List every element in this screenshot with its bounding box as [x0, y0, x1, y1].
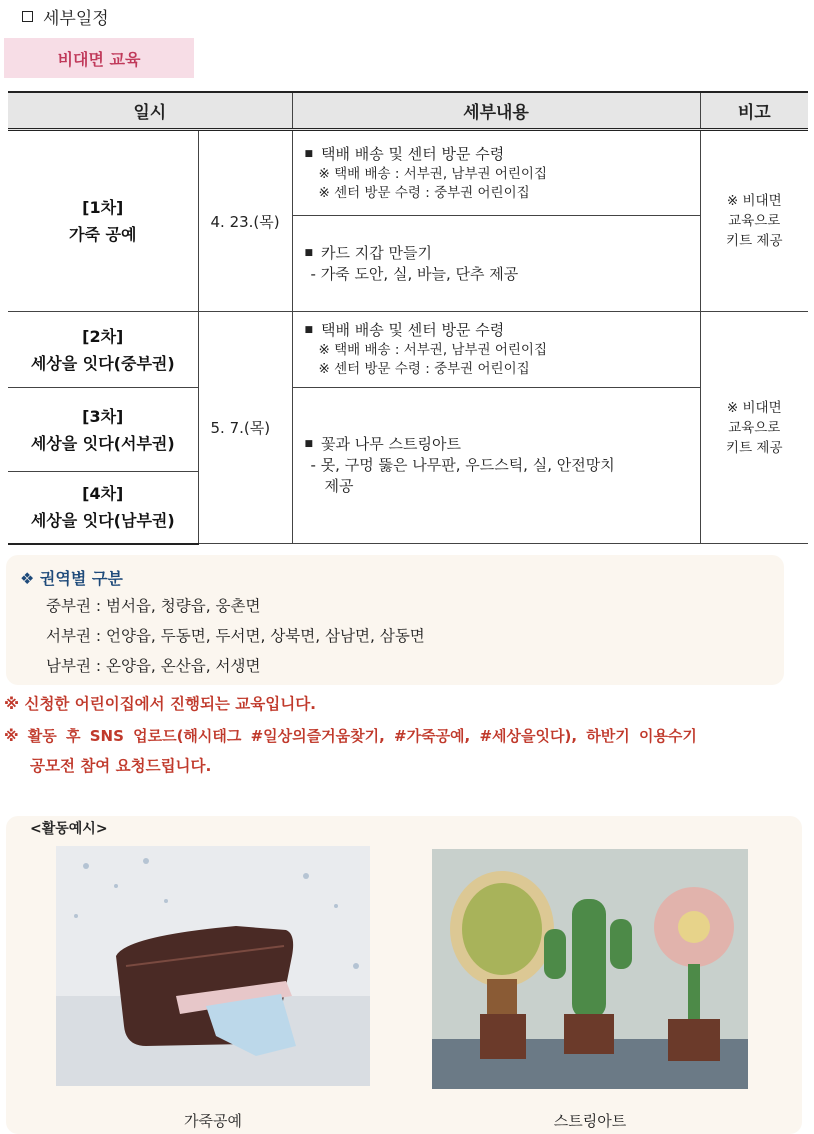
round-number: [3차] — [82, 406, 124, 426]
notice-line: ※ 신청한 어린이집에서 진행되는 교육입니다. — [4, 695, 317, 713]
detail-line: ※ 센터 방문 수령 : 중부권 어린이집 — [318, 361, 530, 377]
detail-title: ■ 꽃과 나무 스트링아트 — [305, 434, 690, 455]
round-name: 가죽 공예 — [69, 225, 137, 244]
detail-title: ■ 택배 배송 및 센터 방문 수령 — [305, 144, 690, 165]
round-number: [4차] — [82, 484, 124, 504]
detail-string-art — [292, 388, 700, 544]
date-cell: 5. 7.(목) — [198, 312, 292, 544]
detail-line: - 가죽 도안, 실, 바늘, 단추 제공 — [310, 264, 519, 283]
section-title — [22, 4, 109, 29]
round-number: [1차] — [82, 198, 124, 217]
note-line: 교육으로 — [728, 213, 781, 229]
region-line: 중부권 : 범서읍, 청량읍, 웅촌면 — [46, 597, 261, 615]
header-date: 일시 — [8, 92, 292, 130]
round-number: [2차] — [82, 326, 124, 346]
example-caption: 스트링아트 — [553, 1112, 627, 1130]
note-line: 교육으로 — [728, 419, 781, 436]
diamond-bullet-icon: ❖ — [20, 569, 35, 588]
header-detail: 세부내용 — [292, 92, 700, 130]
detail-title: ■ 택배 배송 및 센터 방문 수령 — [305, 320, 690, 341]
region-line: 남부권 : 온양읍, 온산읍, 서생면 — [46, 657, 261, 675]
detail-line: ※ 센터 방문 수령 : 중부권 어린이집 — [318, 184, 530, 201]
education-type-tag: 비대면 교육 — [4, 38, 194, 78]
region-title — [20, 566, 123, 589]
detail-delivery — [292, 130, 700, 216]
notice-line: 공모전 참여 요청드립니다. — [30, 757, 212, 775]
leather-wallet-photo — [56, 846, 370, 1086]
note-line: 키트 제공 — [726, 439, 783, 456]
example-caption: 가죽공예 — [184, 1112, 242, 1130]
round-name: 세상을 잇다(서부권) — [30, 433, 175, 453]
round-4-cell — [8, 472, 198, 544]
detail-card-wallet — [292, 216, 700, 312]
detail-delivery — [292, 312, 700, 388]
region-line: 서부권 : 언양읍, 두동면, 두서면, 상북면, 삼남면, 삼동면 — [46, 627, 425, 645]
note-line: ※ 비대면 — [726, 399, 782, 416]
detail-line: ※ 택배 배송 : 서부권, 남부권 어린이집 — [318, 342, 547, 358]
schedule-table — [8, 91, 808, 545]
round-1-cell — [8, 130, 198, 312]
notice-line: ※ 활동 후 SNS 업로드(해시태그 #일상의즐거움찾기, #가죽공예, #세상을잇다), 하반기 이용수기 — [4, 727, 697, 745]
round-name: 세상을 잇다(남부권) — [30, 511, 175, 531]
header-note: 비고 — [700, 92, 808, 130]
detail-line: - 못, 구멍 뚫은 나무판, 우드스틱, 실, 안전망치 — [310, 456, 615, 474]
round-2-cell — [8, 312, 198, 388]
note-cell — [700, 312, 808, 544]
region-title-text: 권역별 구분 — [39, 569, 123, 588]
date-cell: 4. 23.(목) — [198, 130, 292, 312]
section-title-text: 세부일정 — [43, 9, 109, 29]
checkbox-square-icon — [22, 11, 33, 22]
string-art-photo — [432, 849, 748, 1089]
detail-line: 제공 — [324, 477, 354, 495]
detail-line: ※ 택배 배송 : 서부권, 남부권 어린이집 — [318, 165, 547, 182]
note-cell — [700, 130, 808, 312]
round-name: 세상을 잇다(중부권) — [30, 353, 175, 373]
detail-title: ■ 카드 지갑 만들기 — [305, 243, 690, 264]
examples-title: <활동예시> — [30, 821, 108, 837]
note-line: ※ 비대면 — [726, 193, 782, 209]
round-3-cell — [8, 388, 198, 472]
note-line: 키트 제공 — [726, 233, 783, 249]
